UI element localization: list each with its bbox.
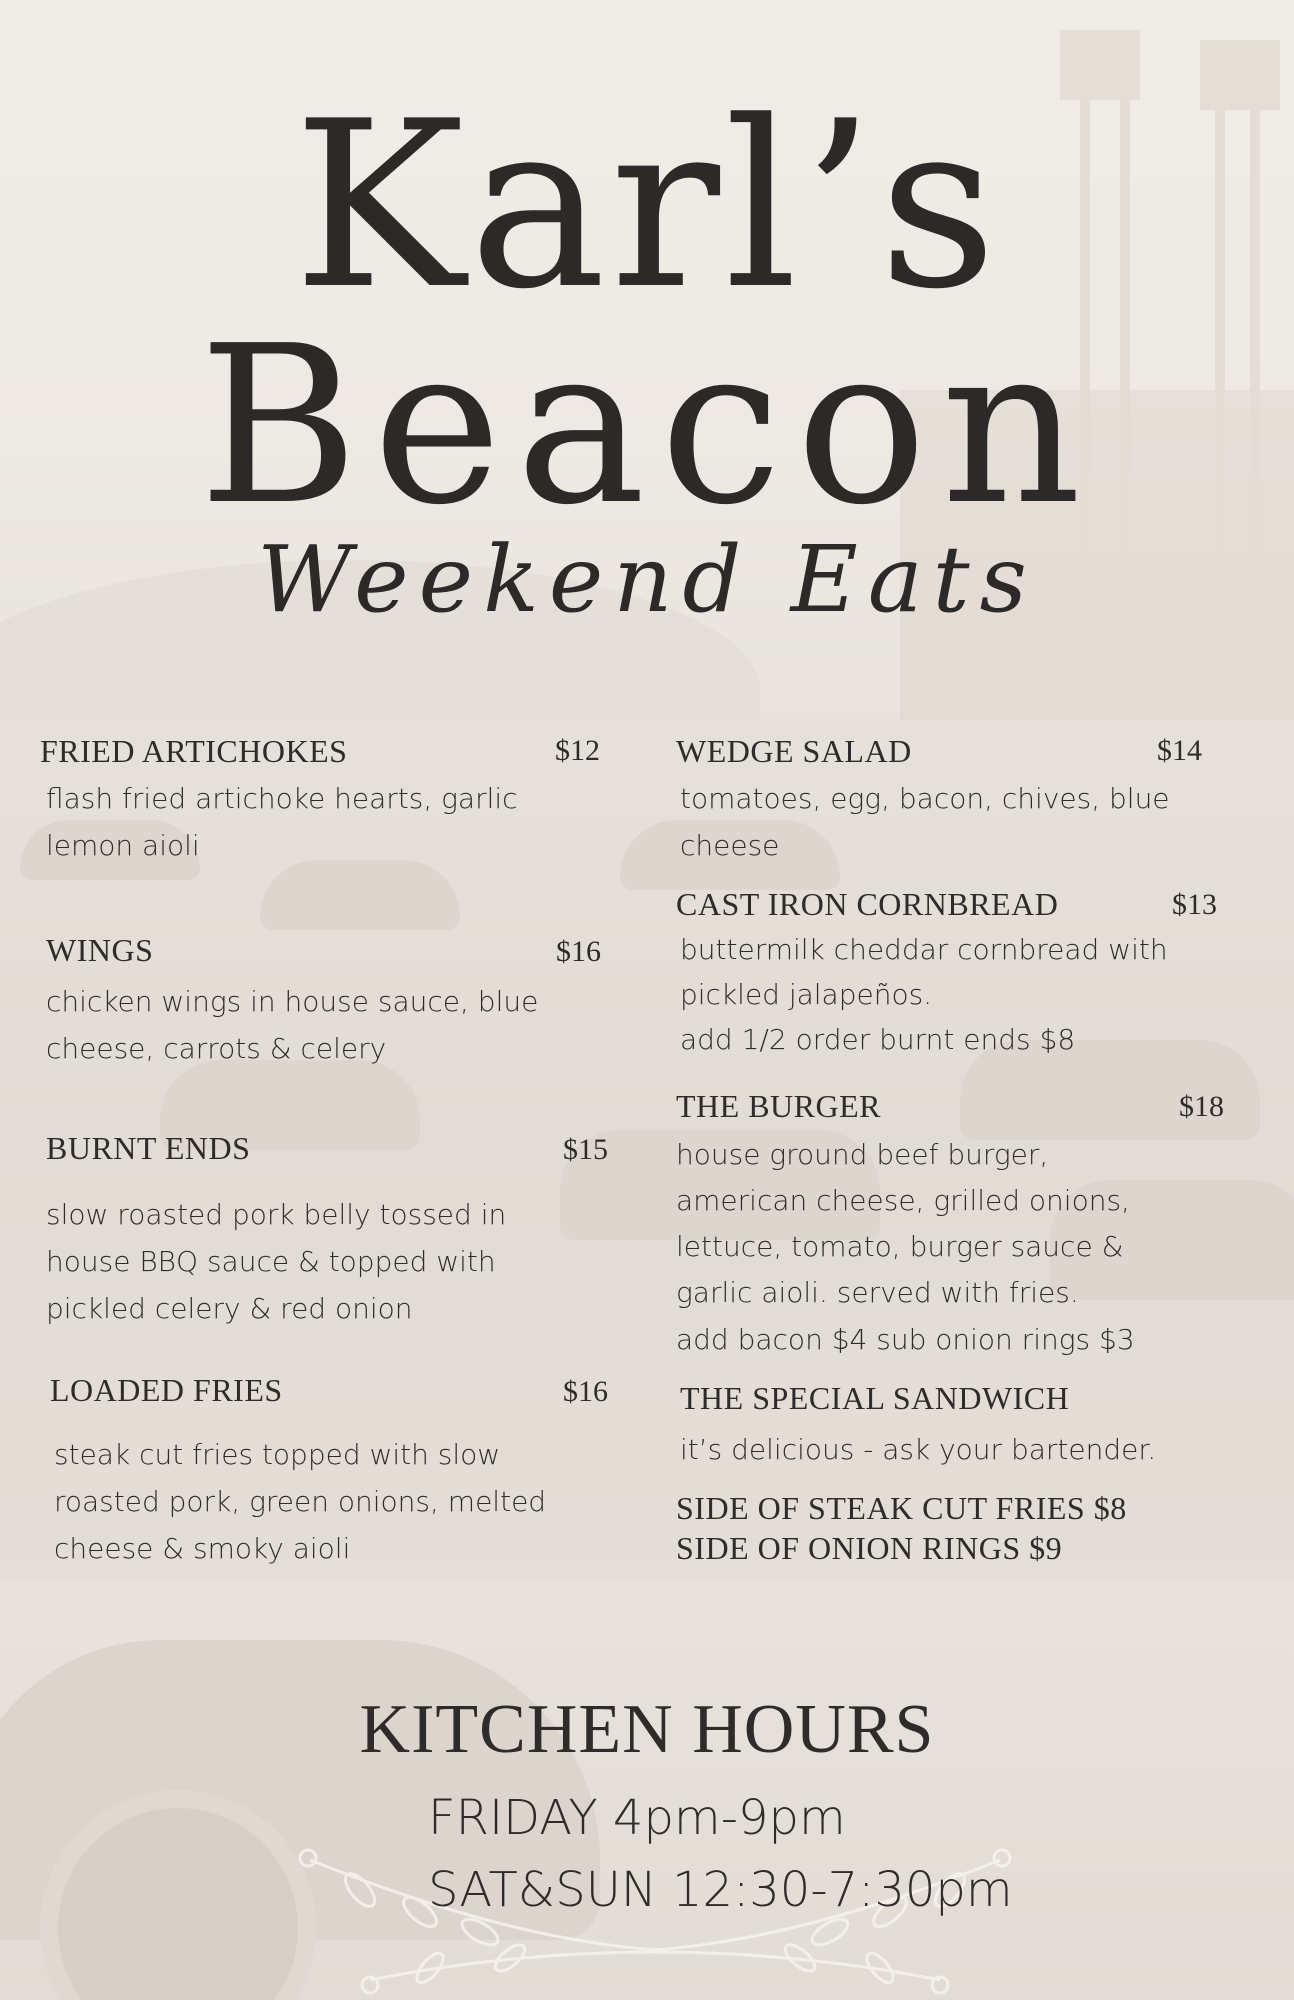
- item-desc-line: slow roasted pork belly tossed in: [46, 1198, 507, 1231]
- hours-weekend: SAT&SUN 12:30-7:30pm: [428, 1862, 1013, 1918]
- item-desc-line: american cheese, grilled onions,: [676, 1184, 1130, 1217]
- item-desc-line: it’s delicious - ask your bartender.: [680, 1433, 1157, 1466]
- item-desc-line: add 1/2 order burnt ends $8: [680, 1023, 1076, 1056]
- side-item: SIDE OF ONION RINGS $9: [676, 1530, 1063, 1566]
- item-desc-line: cheese: [680, 829, 780, 862]
- item-desc-line: pickled jalapeños.: [680, 978, 933, 1011]
- item-price: $12: [555, 734, 600, 767]
- item-desc-line: garlic aioli. served with fries.: [676, 1276, 1079, 1309]
- item-desc-line: buttermilk cheddar cornbread with: [680, 933, 1168, 966]
- restaurant-name-line1: Karl’s: [293, 73, 1001, 340]
- item-name: LOADED FRIES: [50, 1372, 283, 1408]
- item-name: BURNT ENDS: [46, 1130, 251, 1166]
- hours-friday: FRIDAY 4pm-9pm: [428, 1790, 846, 1846]
- item-desc-line: roasted pork, green onions, melted: [54, 1485, 547, 1518]
- item-price: $18: [1179, 1090, 1224, 1123]
- item-desc-line: add bacon $4 sub onion rings $3: [676, 1323, 1135, 1356]
- item-price: $16: [563, 1375, 608, 1408]
- item-desc-line: house ground beef burger,: [676, 1138, 1049, 1171]
- item-desc-line: cheese, carrots & celery: [46, 1032, 387, 1065]
- item-desc-line: lemon aioli: [46, 829, 200, 862]
- restaurant-name-line2: Beacon: [198, 300, 1096, 553]
- item-name: WINGS: [46, 932, 154, 968]
- item-price: $16: [556, 935, 601, 968]
- item-price: $14: [1157, 734, 1202, 767]
- menu-subtitle: Weekend Eats: [257, 526, 1037, 633]
- kitchen-hours-title: KITCHEN HOURS: [359, 1691, 935, 1768]
- item-desc-line: pickled celery & red onion: [46, 1292, 413, 1325]
- item-name: FRIED ARTICHOKES: [40, 733, 348, 769]
- item-price: $15: [563, 1133, 608, 1166]
- item-name: CAST IRON CORNBREAD: [676, 886, 1059, 922]
- item-name: WEDGE SALAD: [676, 733, 912, 769]
- item-desc-line: house BBQ sauce & topped with: [46, 1245, 496, 1278]
- item-desc-line: steak cut fries topped with slow: [54, 1438, 501, 1471]
- item-desc-line: chicken wings in house sauce, blue: [46, 985, 539, 1018]
- side-item: SIDE OF STEAK CUT FRIES $8: [676, 1490, 1127, 1526]
- item-desc-line: flash fried artichoke hearts, garlic: [46, 782, 518, 815]
- item-desc-line: tomatoes, egg, bacon, chives, blue: [680, 782, 1170, 815]
- item-name: THE BURGER: [676, 1088, 881, 1124]
- item-desc-line: cheese & smoky aioli: [54, 1532, 351, 1565]
- item-name: THE SPECIAL SANDWICH: [680, 1380, 1070, 1416]
- item-desc-line: lettuce, tomato, burger sauce &: [676, 1230, 1124, 1263]
- item-price: $13: [1172, 888, 1217, 921]
